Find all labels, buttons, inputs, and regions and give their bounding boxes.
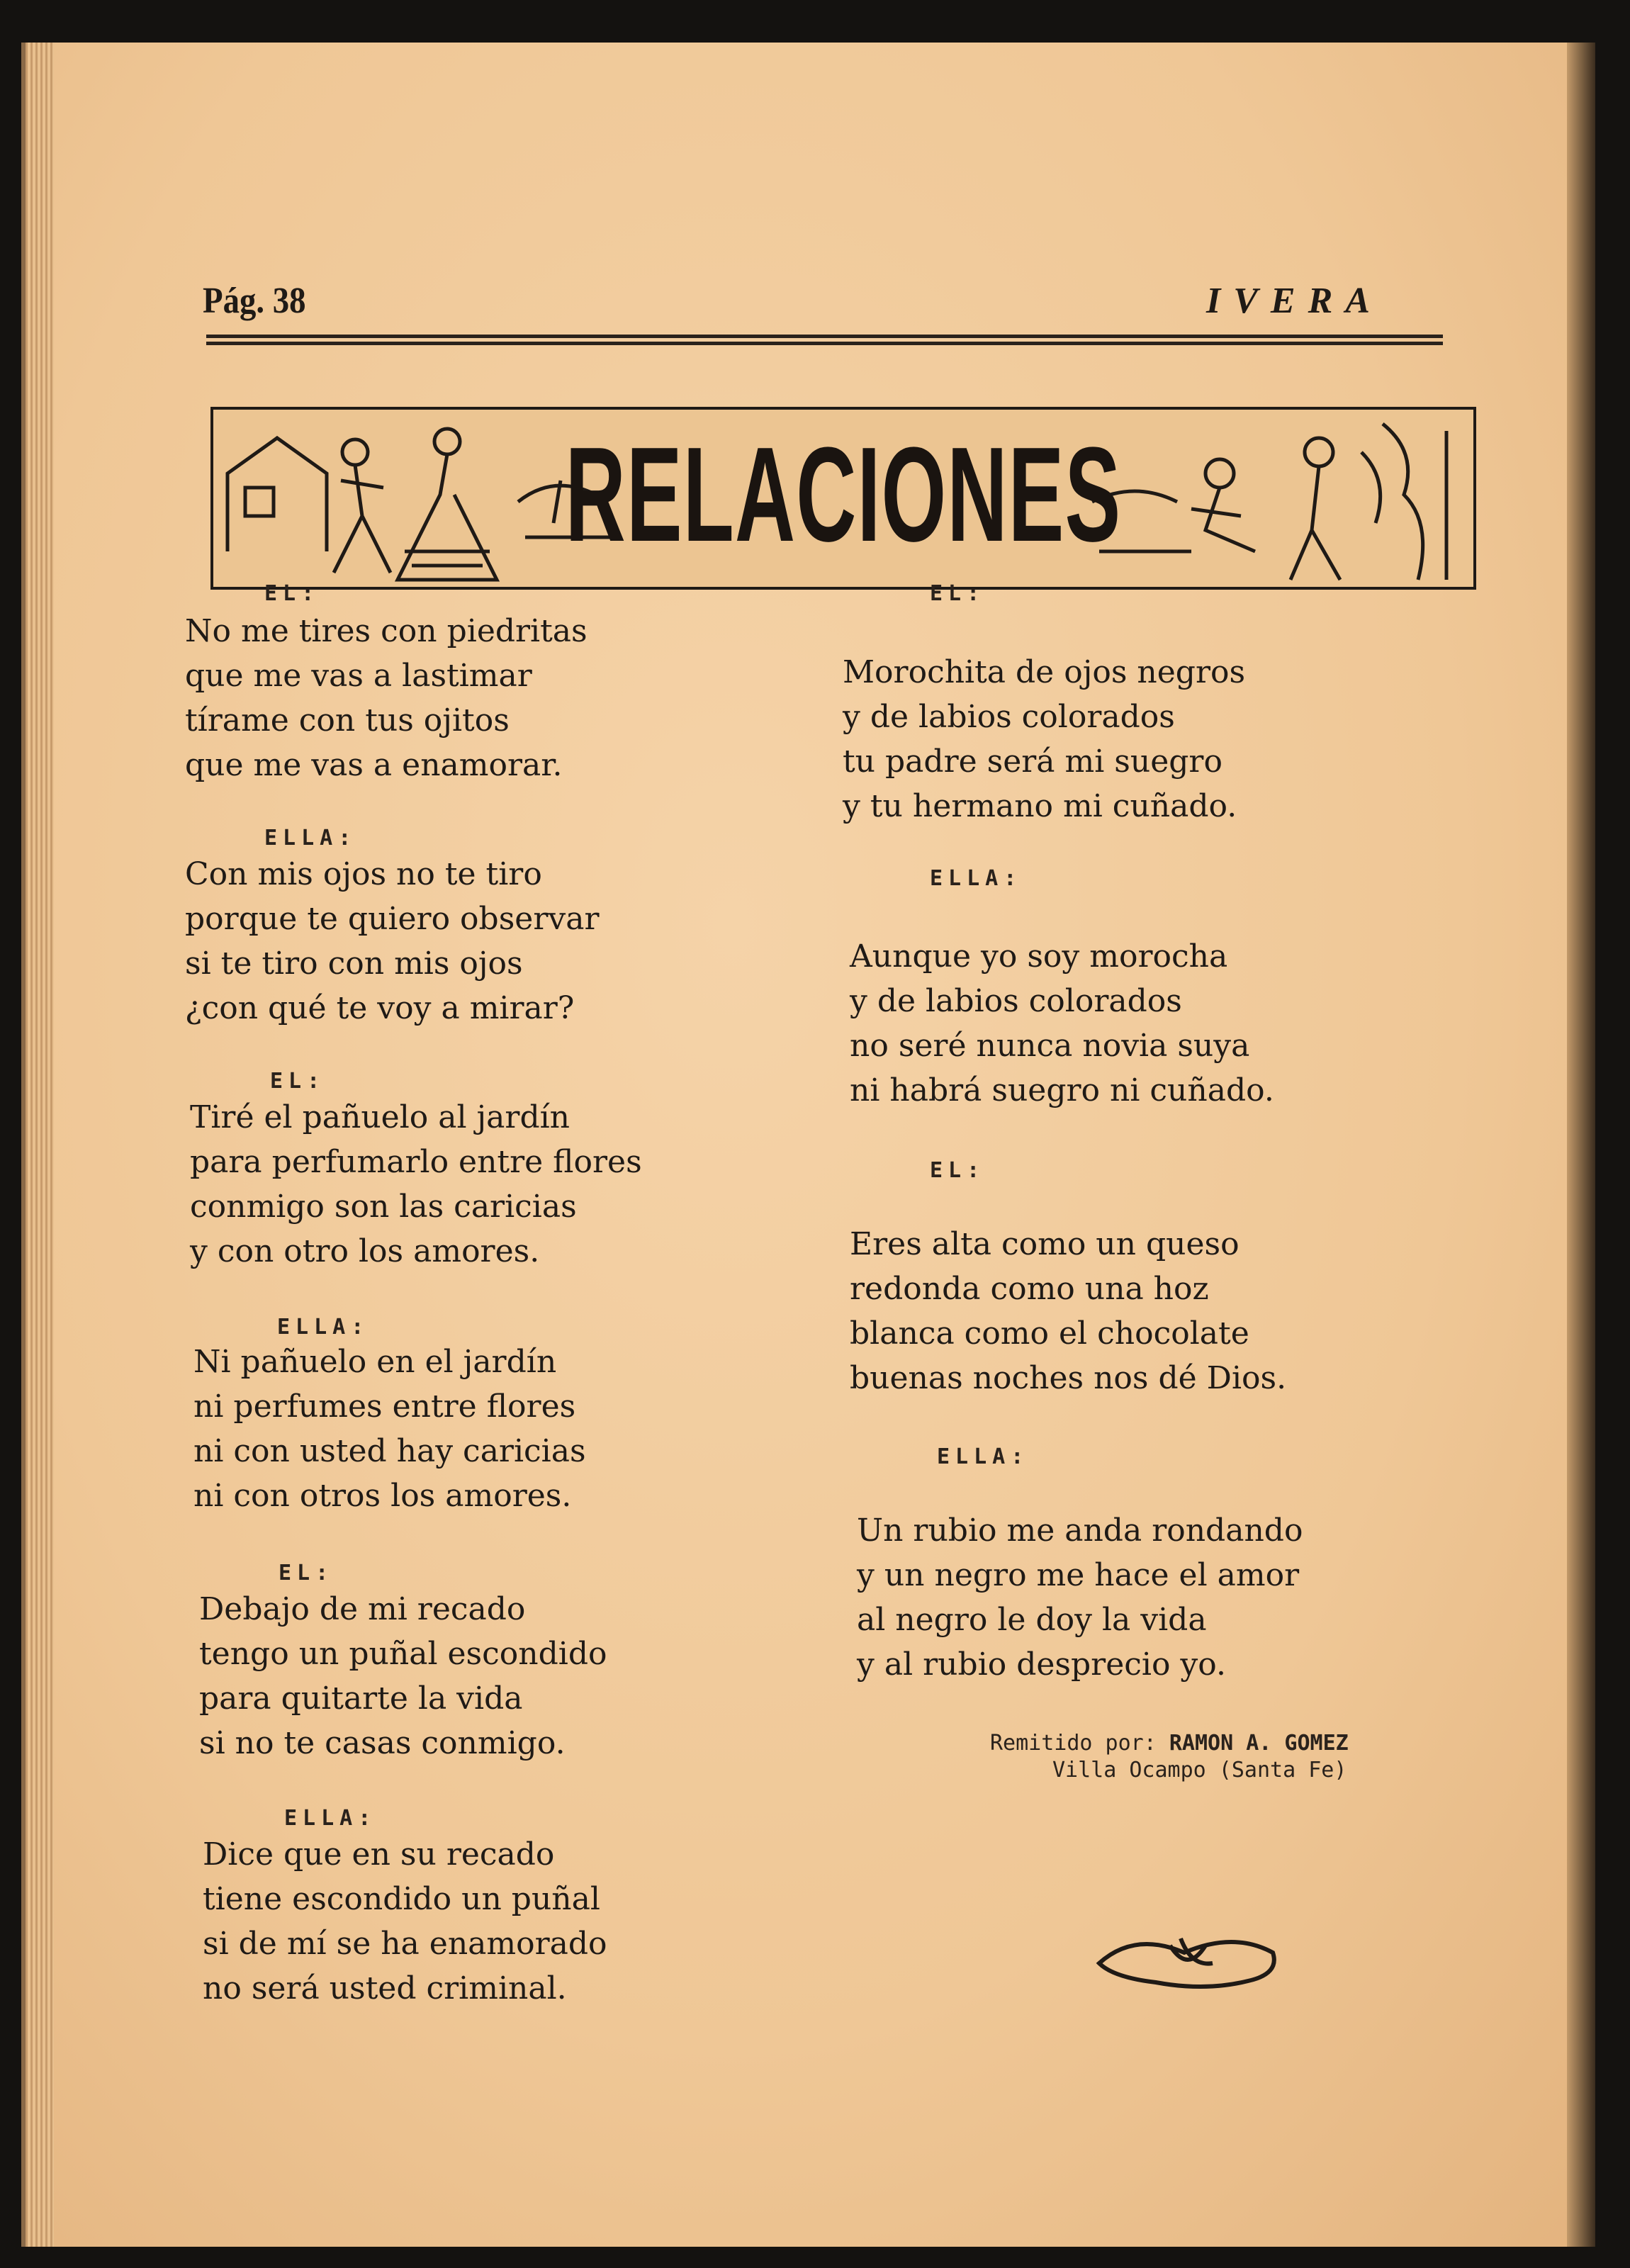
verse-line: redonda como una hoz — [850, 1271, 1209, 1307]
speaker-label: ELLA: — [264, 826, 357, 850]
verse-line: conmigo son las caricias — [190, 1189, 577, 1225]
stanza — [857, 1508, 1303, 1687]
verse-line: para perfumarlo entre flores — [190, 1144, 642, 1180]
verse-line: ni con usted hay caricias — [193, 1433, 586, 1469]
stanza — [850, 934, 1274, 1113]
credit-label: Remitido por: — [990, 1731, 1157, 1756]
stanza — [843, 650, 1245, 829]
verse-line: y con otro los amores. — [190, 1233, 540, 1269]
verse-line: tu padre será mi suegro — [843, 743, 1222, 780]
verse-line: blanca como el chocolate — [850, 1315, 1249, 1352]
verse-line: si no te casas conmigo. — [199, 1725, 566, 1761]
banner-title: RELACIONES — [565, 420, 1122, 570]
verse-line: buenas noches nos dé Dios. — [850, 1360, 1287, 1396]
section-banner — [210, 407, 1476, 590]
magazine-title: IVERA — [1206, 281, 1383, 321]
verse-line: para quitarte la vida — [199, 1680, 523, 1717]
stanza — [190, 1095, 642, 1274]
verse-line: que me vas a enamorar. — [185, 747, 563, 783]
verse-line: Eres alta como un queso — [850, 1226, 1240, 1262]
verse-line: ni habrá suegro ni cuñado. — [850, 1072, 1274, 1108]
verse-line: y un negro me hace el amor — [857, 1557, 1300, 1593]
verse-line: Dice que en su recado — [203, 1836, 555, 1873]
page-stack-edge — [26, 43, 54, 2247]
verse-line: Con mis ojos no te tiro — [185, 856, 542, 892]
verse-line: ¿con qué te voy a mirar? — [185, 990, 575, 1026]
credit-author: RAMON A. GOMEZ — [1169, 1731, 1349, 1756]
header-rule-top — [206, 335, 1443, 338]
stanza — [199, 1587, 607, 1765]
binding-edge — [1567, 43, 1595, 2247]
verse-line: tírame con tus ojitos — [185, 702, 510, 739]
verse-line: Debajo de mi recado — [199, 1591, 526, 1627]
verse-line: no seré nunca novia suya — [850, 1028, 1250, 1064]
page-number: Pág. 38 — [203, 281, 306, 321]
speaker-label: ELLA: — [937, 1444, 1030, 1469]
magazine-page — [21, 43, 1595, 2247]
speaker-label: EL: — [264, 581, 320, 606]
speaker-label: EL: — [930, 581, 986, 606]
verse-line: No me tires con piedritas — [185, 613, 588, 649]
verse-line: al negro le doy la vida — [857, 1602, 1207, 1638]
verse-line: porque te quiero observar — [185, 901, 600, 937]
speaker-label: EL: — [270, 1069, 326, 1094]
stanza — [185, 852, 599, 1031]
verse-line: Morochita de ojos negros — [843, 654, 1246, 690]
verse-line: Aunque yo soy morocha — [850, 938, 1228, 975]
stanza — [185, 609, 588, 787]
verse-line: si te tiro con mis ojos — [185, 945, 523, 982]
verse-line: Tiré el pañuelo al jardín — [190, 1099, 570, 1135]
speaker-label: EL: — [930, 1158, 986, 1183]
verse-line: si de mí se ha enamorado — [203, 1926, 607, 1962]
verse-line: Un rubio me anda rondando — [857, 1512, 1303, 1549]
verse-line: y al rubio desprecio yo. — [857, 1646, 1226, 1683]
verse-line: y tu hermano mi cuñado. — [843, 788, 1237, 824]
verse-line: que me vas a lastimar — [185, 658, 532, 694]
stanza — [203, 1832, 607, 2011]
verse-line: Ni pañuelo en el jardín — [193, 1344, 557, 1380]
ornament-flourish-icon — [1092, 1924, 1283, 1995]
speaker-label: ELLA: — [930, 866, 1023, 891]
speaker-label: ELLA: — [277, 1315, 370, 1340]
verse-line: tiene escondido un puñal — [203, 1881, 600, 1917]
stanza — [850, 1222, 1286, 1400]
verse-line: ni con otros los amores. — [193, 1478, 572, 1514]
credit-place: Villa Ocampo (Santa Fe) — [1052, 1758, 1347, 1783]
speaker-label: EL: — [279, 1561, 335, 1585]
speaker-label: ELLA: — [284, 1806, 377, 1831]
stanza — [193, 1340, 586, 1518]
verse-line: no será usted criminal. — [203, 1970, 567, 2006]
verse-line: ni perfumes entre flores — [193, 1388, 576, 1425]
verse-line: tengo un puñal escondido — [199, 1636, 607, 1672]
credit-line — [990, 1731, 1349, 1756]
header-rule-bottom — [206, 342, 1443, 345]
verse-line: y de labios colorados — [850, 983, 1182, 1019]
verse-line: y de labios colorados — [843, 699, 1175, 735]
